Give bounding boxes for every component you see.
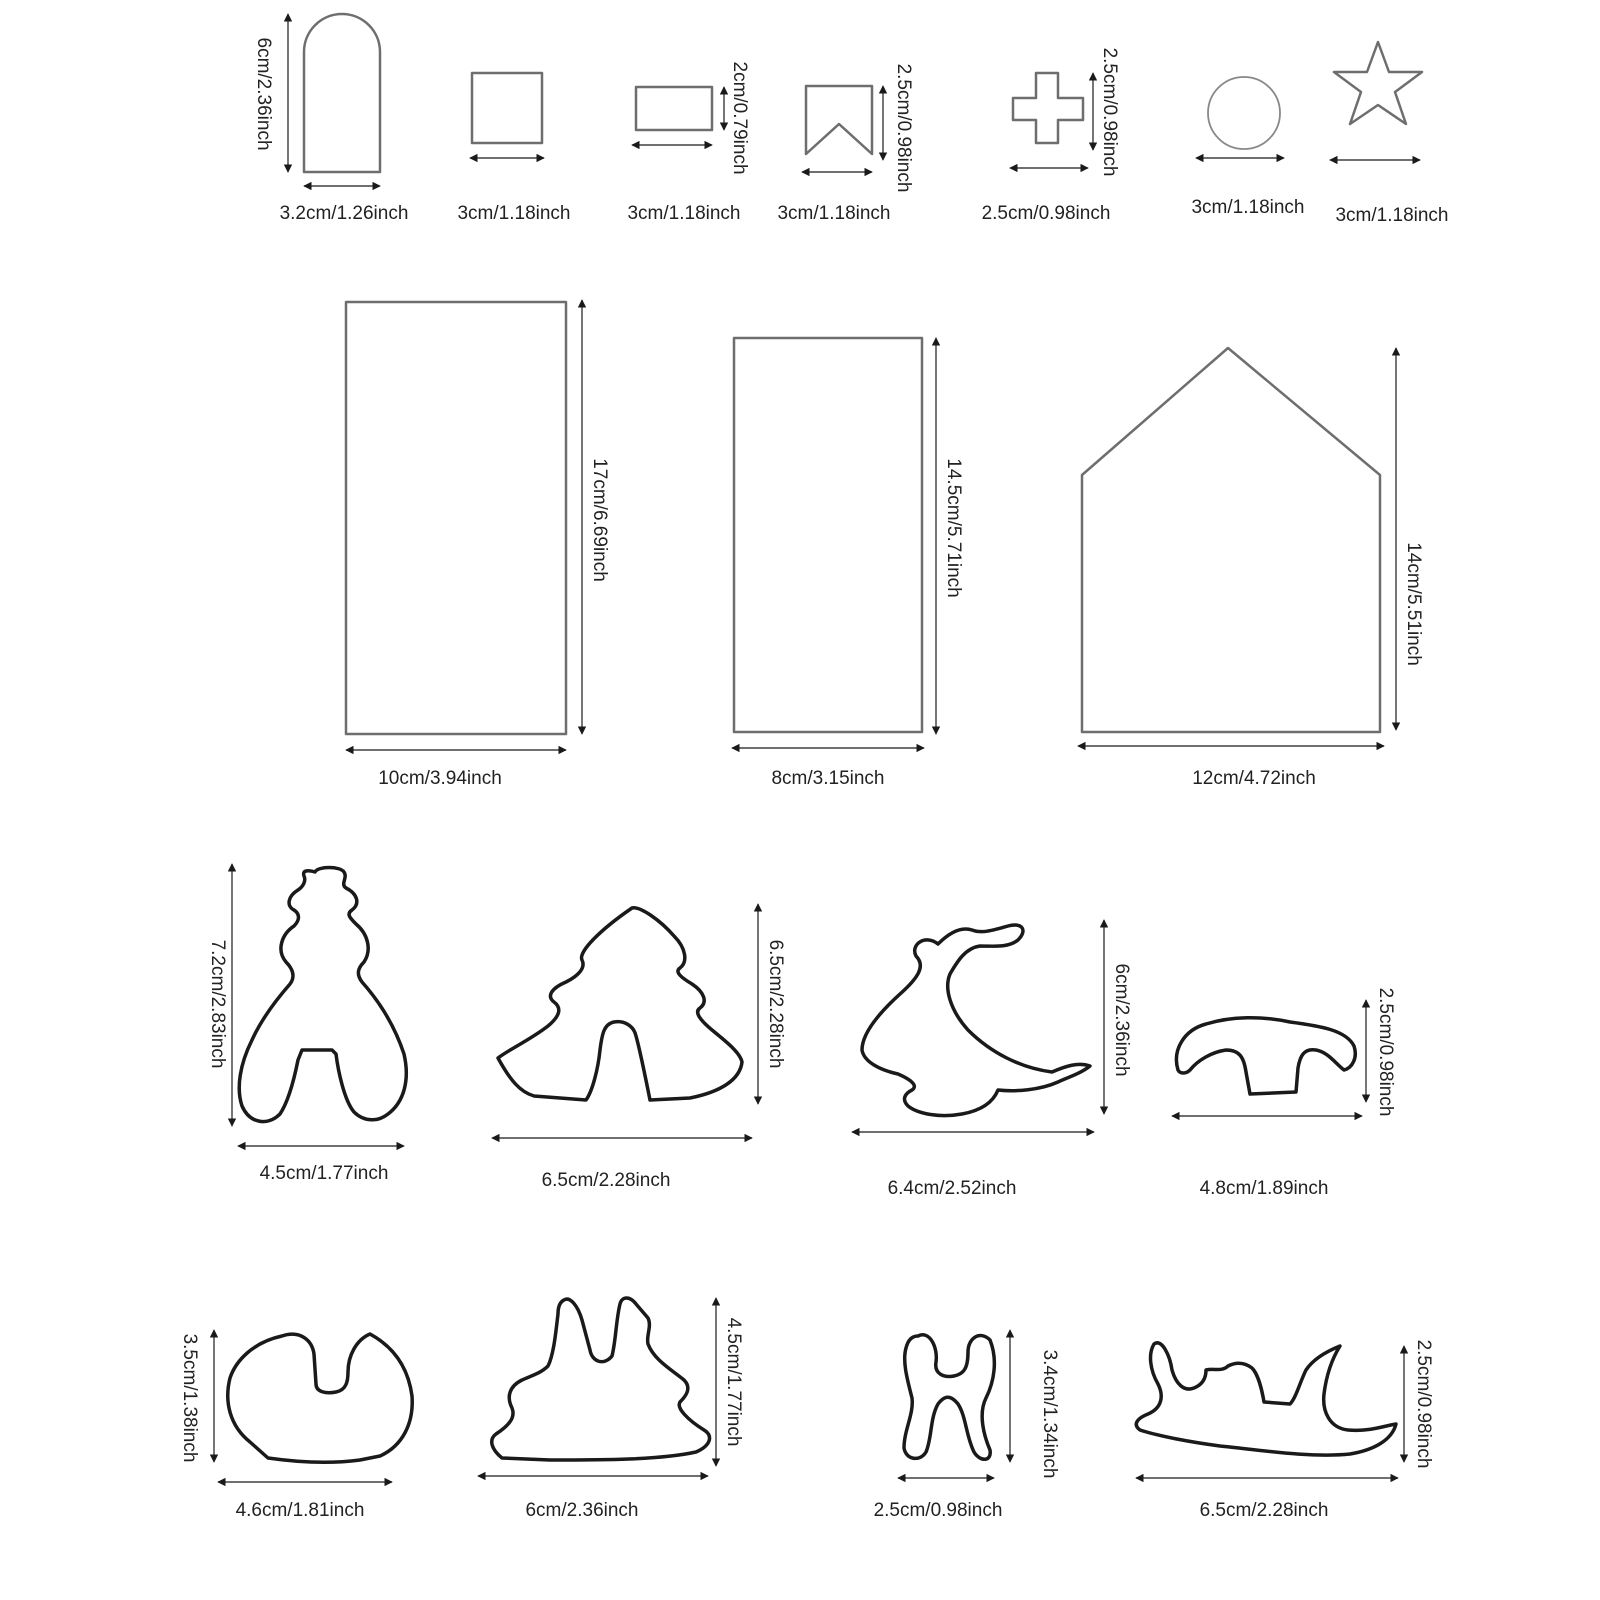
tree-large-height-label: 6.5cm/2.28inch: [765, 939, 786, 1069]
snowman-outline: [239, 868, 406, 1122]
piece-house-gable: [1078, 348, 1424, 789]
snowman-height-label: 7.2cm/2.83inch: [207, 939, 228, 1069]
stand-height-label: 3.4cm/1.34inch: [1039, 1349, 1060, 1479]
wall-large-width-label: 10cm/3.94inch: [378, 768, 502, 789]
tree-small-height-label: 4.5cm/1.77inch: [723, 1317, 744, 1447]
window-width-label: 3cm/1.18inch: [627, 203, 741, 224]
stand-width-label: 2.5cm/0.98inch: [873, 1500, 1003, 1521]
arch-height-label: 6cm/2.36inch: [253, 37, 274, 151]
cross-height-label: 2.5cm/0.98inch: [1099, 47, 1120, 177]
piece-tree-large: [492, 904, 786, 1191]
snowman-width-label: 4.5cm/1.77inch: [259, 1163, 389, 1184]
circle-outline: [1208, 77, 1280, 149]
tree-large-outline: [498, 908, 742, 1100]
wall-large-outline: [346, 302, 566, 734]
wall-medium-height-label: 14.5cm/5.71inch: [943, 458, 964, 598]
piece-cross: [982, 48, 1120, 224]
house-gable-width-label: 12cm/4.72inch: [1192, 768, 1316, 789]
window-height-label: 2cm/0.79inch: [729, 61, 750, 175]
piece-arch: [253, 14, 408, 224]
arch-width-label: 3.2cm/1.26inch: [279, 203, 409, 224]
piece-sleigh-large: [1136, 1340, 1434, 1521]
reindeer-width-label: 6.4cm/2.52inch: [887, 1178, 1017, 1199]
reindeer-outline: [862, 925, 1090, 1116]
sleigh-small-height-label: 2.5cm/0.98inch: [1375, 987, 1396, 1117]
piece-snowman: [207, 864, 406, 1184]
piece-reindeer: [852, 920, 1132, 1199]
piece-window: [627, 61, 750, 224]
cross-width-label: 2.5cm/0.98inch: [981, 203, 1111, 224]
piece-wall-medium: [732, 338, 964, 789]
cross-outline: [1013, 73, 1083, 143]
piece-stand: [874, 1330, 1060, 1521]
circle-width-label: 3cm/1.18inch: [1191, 197, 1305, 218]
house-gable-height-label: 14cm/5.51inch: [1403, 542, 1424, 666]
piece-square: [457, 73, 570, 224]
stand-outline: [904, 1335, 994, 1459]
star-outline: [1334, 42, 1422, 124]
house-gable-outline: [1082, 348, 1380, 732]
piece-bell: [179, 1330, 412, 1521]
piece-circle: [1191, 77, 1304, 218]
bell-height-label: 3.5cm/1.38inch: [179, 1333, 200, 1463]
piece-star: [1330, 42, 1449, 226]
bell-width-label: 4.6cm/1.81inch: [235, 1500, 365, 1521]
pennant-outline: [806, 86, 872, 154]
piece-tree-small: [478, 1298, 744, 1521]
pennant-width-label: 3cm/1.18inch: [777, 203, 891, 224]
bell-outline: [228, 1334, 412, 1462]
reindeer-height-label: 6cm/2.36inch: [1111, 963, 1132, 1077]
wall-medium-outline: [734, 338, 922, 732]
piece-sleigh-small: [1172, 988, 1396, 1199]
wall-large-height-label: 17cm/6.69inch: [589, 458, 610, 582]
square-outline: [472, 73, 542, 143]
sleigh-small-width-label: 4.8cm/1.89inch: [1199, 1178, 1329, 1199]
tree-small-outline: [492, 1298, 710, 1460]
star-width-label: 3cm/1.18inch: [1335, 205, 1449, 226]
piece-pennant: [777, 64, 914, 224]
pennant-height-label: 2.5cm/0.98inch: [893, 63, 914, 193]
sleigh-large-height-label: 2.5cm/0.98inch: [1413, 1339, 1434, 1469]
tree-small-width-label: 6cm/2.36inch: [525, 1500, 639, 1521]
sleigh-large-outline: [1136, 1343, 1396, 1455]
sleigh-large-width-label: 6.5cm/2.28inch: [1199, 1500, 1329, 1521]
tree-large-width-label: 6.5cm/2.28inch: [541, 1170, 671, 1191]
piece-wall-large: [346, 300, 610, 789]
square-width-label: 3cm/1.18inch: [457, 203, 571, 224]
arch-outline: [304, 14, 380, 172]
window-outline: [636, 87, 712, 130]
wall-medium-width-label: 8cm/3.15inch: [771, 768, 885, 789]
sleigh-small-outline: [1176, 1018, 1355, 1094]
